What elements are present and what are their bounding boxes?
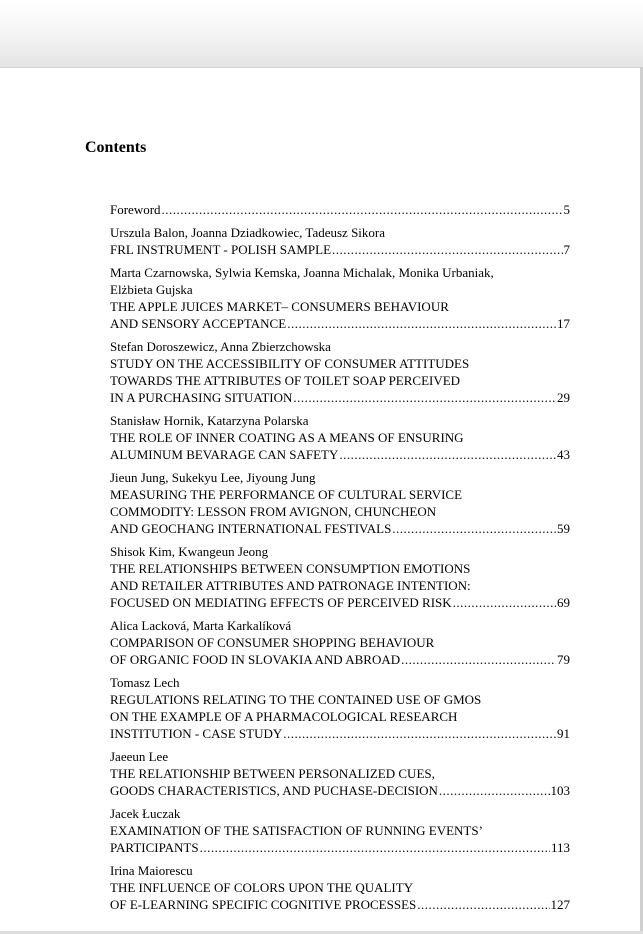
toc-entry-title-row bbox=[110, 896, 570, 913]
toc-entry-title: THE ROLE OF INNER COATING AS A MEANS OF ENSURING bbox=[110, 430, 464, 445]
toc-entry-title: FOCUSED ON MEDIATING EFFECTS OF PERCEIVED RISK bbox=[110, 595, 452, 610]
toc-entry-title: THE RELATIONSHIPS BETWEEN CONSUMPTION EMOTIONS bbox=[110, 561, 471, 576]
toc-entry-title: INSTITUTION - CASE STUDY bbox=[110, 726, 283, 741]
dot-leader bbox=[417, 896, 549, 913]
toc-entry bbox=[110, 264, 570, 332]
toc-entry-title-row bbox=[110, 725, 570, 742]
toc-entry-authors: Irina Maiorescu bbox=[110, 863, 193, 878]
toc-entry-title: REGULATIONS RELATING TO THE CONTAINED USE OF GMOS bbox=[110, 692, 482, 707]
toc-page-number: 29 bbox=[557, 390, 570, 405]
toc-page-number: 59 bbox=[557, 521, 570, 536]
toc-entry-title: Foreword bbox=[110, 202, 161, 217]
toc-entry bbox=[110, 338, 570, 406]
toc-entry-title: EXAMINATION OF THE SATISFACTION OF RUNNING EVENTS’ bbox=[110, 823, 483, 838]
toc-entry-title-row bbox=[110, 315, 570, 332]
toc-entry-authors: Tomasz Lech bbox=[110, 675, 180, 690]
toc-entry-authors: Alica Lacková, Marta Karkalíková bbox=[110, 618, 292, 633]
toc-entry bbox=[110, 617, 570, 668]
toc-entry-authors: Elżbieta Gujska bbox=[110, 282, 193, 297]
toc-entry-title: MEASURING THE PERFORMANCE OF CULTURAL SERVICE bbox=[110, 487, 463, 502]
toc-entry-title-row bbox=[110, 839, 570, 856]
toc-entry-authors: Marta Czarnowska, Sylwia Kemska, Joanna Michalak, Monika Urbaniak, bbox=[110, 265, 494, 280]
toc-entry bbox=[110, 674, 570, 742]
toc-page-number: 79 bbox=[557, 652, 570, 667]
toc-entry-title: AND SENSORY ACCEPTANCE bbox=[110, 316, 287, 331]
toc-page-number: 17 bbox=[557, 316, 570, 331]
toc-entry-title-row bbox=[110, 446, 570, 463]
toc-entry bbox=[110, 469, 570, 537]
toc-page-number: 69 bbox=[557, 595, 570, 610]
toc-entry bbox=[110, 862, 570, 913]
toc-entry-title: COMMODITY: LESSON FROM AVIGNON, CHUNCHEON bbox=[110, 504, 437, 519]
toc-entry-title: ALUMINUM BEVARAGE CAN SAFETY bbox=[110, 447, 339, 462]
viewer-toolbar-area bbox=[0, 0, 643, 68]
toc-entry-title-row bbox=[110, 594, 570, 611]
contents-heading: Contents bbox=[85, 139, 147, 156]
toc-entry-title: GOODS CHARACTERISTICS, AND PUCHASE-DECISION bbox=[110, 783, 438, 798]
toc-entry-authors: Shisok Kim, Kwangeun Jeong bbox=[110, 544, 269, 559]
table-of-contents bbox=[110, 201, 570, 919]
toc-entry-title: TOWARDS THE ATTRIBUTES OF TOILET SOAP PERCEIVED bbox=[110, 373, 461, 388]
toc-entry bbox=[110, 748, 570, 799]
dot-leader bbox=[439, 782, 550, 799]
toc-entry-title-row bbox=[110, 389, 570, 406]
toc-entry-title: OF ORGANIC FOOD IN SLOVAKIA AND ABROAD bbox=[110, 652, 401, 667]
dot-leader bbox=[339, 446, 556, 463]
dot-leader bbox=[287, 315, 556, 332]
dot-leader bbox=[162, 201, 563, 218]
toc-page-number: 5 bbox=[563, 202, 570, 217]
toc-entry-title-row bbox=[110, 651, 570, 668]
toc-entry-title: THE RELATIONSHIP BETWEEN PERSONALIZED CUES, bbox=[110, 766, 435, 781]
toc-entry-title-row bbox=[110, 201, 570, 218]
toc-entry-title: THE APPLE JUICES MARKET– CONSUMERS BEHAVIOUR bbox=[110, 299, 449, 314]
toc-entry-title-row bbox=[110, 241, 570, 258]
toc-entry-title: STUDY ON THE ACCESSIBILITY OF CONSUMER ATTITUDES bbox=[110, 356, 470, 371]
toc-entry-authors: Jieun Jung, Sukekyu Lee, Jiyoung Jung bbox=[110, 470, 316, 485]
toc-entry-authors: Stefan Doroszewicz, Anna Zbierzchowska bbox=[110, 339, 331, 354]
dot-leader bbox=[332, 241, 562, 258]
dot-leader bbox=[200, 839, 550, 856]
toc-entry-authors: Jacek Łuczak bbox=[110, 806, 181, 821]
toc-entry-title: IN A PURCHASING SITUATION bbox=[110, 390, 293, 405]
toc-page-number: 103 bbox=[550, 783, 570, 798]
toc-page-number: 113 bbox=[550, 840, 570, 855]
toc-entry-title: AND GEOCHANG INTERNATIONAL FESTIVALS bbox=[110, 521, 392, 536]
toc-page-number: 7 bbox=[563, 242, 570, 257]
toc-entry-title-row bbox=[110, 520, 570, 537]
toc-entry-title: AND RETAILER ATTRIBUTES AND PATRONAGE INTENTION: bbox=[110, 578, 471, 593]
toc-page-number: 91 bbox=[557, 726, 570, 741]
toc-entry-authors: Urszula Balon, Joanna Dziadkowiec, Tadeusz Sikora bbox=[110, 225, 386, 240]
toc-entry-authors: Stanisław Hornik, Katarzyna Polarska bbox=[110, 413, 309, 428]
toc-entry-title: PARTICIPANTS bbox=[110, 840, 199, 855]
toc-entry bbox=[110, 543, 570, 611]
dot-leader bbox=[283, 725, 556, 742]
toc-entry bbox=[110, 412, 570, 463]
toc-page-number: 43 bbox=[557, 447, 570, 462]
dot-leader bbox=[293, 389, 556, 406]
toc-entry-title-row bbox=[110, 782, 570, 799]
toc-entry-title: OF E-LEARNING SPECIFIC COGNITIVE PROCESSES bbox=[110, 897, 417, 912]
dot-leader bbox=[453, 594, 556, 611]
toc-entry-authors: Jaeeun Lee bbox=[110, 749, 169, 764]
toc-entry-title: THE INFLUENCE OF COLORS UPON THE QUALITY bbox=[110, 880, 414, 895]
toc-entry-title: ON THE EXAMPLE OF A PHARMACOLOGICAL RESEARCH bbox=[110, 709, 458, 724]
toc-entry bbox=[110, 224, 570, 258]
toc-entry-title: COMPARISON OF CONSUMER SHOPPING BEHAVIOUR bbox=[110, 635, 435, 650]
dot-leader bbox=[401, 651, 556, 668]
toc-entry bbox=[110, 201, 570, 218]
toc-entry-title: FRL INSTRUMENT - POLISH SAMPLE bbox=[110, 242, 332, 257]
dot-leader bbox=[392, 520, 556, 537]
toc-page-number: 127 bbox=[550, 897, 570, 912]
toc-entry bbox=[110, 805, 570, 856]
